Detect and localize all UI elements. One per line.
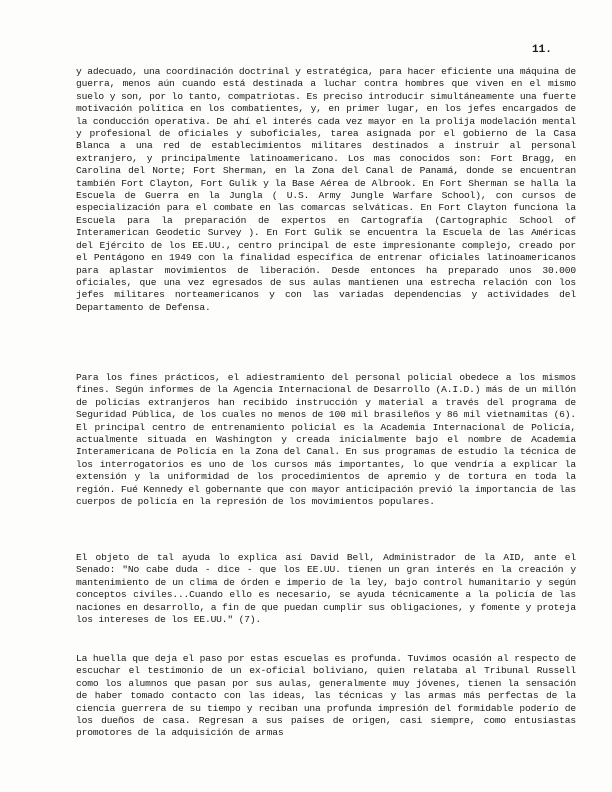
paragraph-3: El objeto de tal ayuda lo explica así David Bell, Administrador de la AID, ante el Senado: "No cabe duda - dice - que los EE.UU. tienen un gran interés en la creación y mantenimiento de un clima de órden e imperio de la ley, bajo control humanitario y según conceptos civiles...Cuando ello es necesario, se ayuda técnicamente a la policía de las naciones en desarrollo, a fin de que puedan cumplir sus obligaciones, y fomente y proteja los intereses de los EE.UU." (7).	[76, 552, 576, 626]
page-number: 11.	[532, 44, 552, 56]
paragraph-1: y adecuado, una coordinación doctrinal y estratégica, para hacer eficiente una máquina de guerra, menos aún cuando está destinada a luchar contra hombres que viven en el mismo suelo y son, por lo tanto, compatriotas. Es preciso introducir simultáneamente una fuerte motivación política en los combatientes, y, en primer lugar, en los jefes encargados de la conducción operativa. De ahí el interés cada vez mayor en la prolija modelación mental y profesional de oficiales y suboficiales, tarea asignada por el gobierno de la Casa Blanca a una red de establecimientos militares destinados a instruir al personal extranjero, y principalmente latinoamericano. Los mas conocidos son: Fort Bragg, en Carolina del Norte; Fort Sherman, en la Zona del Canal de Panamá, donde se encuentran también Fort Clayton, Fort Gulik y la Base Aérea de Albrook. En Fort Sherman se halla la Escuela de Guerra en la Jungla ( U.S. Army Jungle Warfare School), con cursos de especialización para el combate en las comarcas selváticas. En Fort Clayton funciona la Escuela para la preparación de expertos en Cartografía (Cartographic School of Interamerican Geodetic Survey ). En Fort Gulik se encuentra la Escuela de las Américas del Ejército de los EE.UU., centro principal de este impresionante complejo, creado por el Pentágono en 1949 con la finalidad específica de entrenar oficiales latinoamericanos para aplastar movimientos de liberación. Desde entonces ha preparado unos 30.000 oficiales, que una vez egresados de sus aulas mantienen una estrecha relación con los jefes militares norteamericanos y con las variadas dependencias y actividades del Departamento de Defensa.	[76, 66, 576, 313]
paragraph-2: Para los fines prácticos, el adiestramiento del personal policial obedece a los mismos fines. Según informes de la Agencia Internacional de Desarrollo (A.I.D.) más de un millón de policías extranjeros han recibido instrucción y material a través del programa de Seguridad Pública, de los cuales no menos de 100 mil brasileños y 86 mil vietnamitas (6). El principal centro de entrenamiento policial es la Academia Internacional de Policía, actualmente situada en Washington y creada inicialmente bajo el nombre de Academia Interamericana de Policía en la Zona del Canal. En sus programas de estudio la técnica de los interrogatorios es uno de los cursos más importantes, lo que vendría a explicar la extensión y la uniformidad de los procedimientos de apremio y de tortura en toda la región. Fué Kennedy el gobernante que con mayor anticipación previó la importancia de las cuerpos de policía en la represión de los movimientos populares.	[76, 372, 576, 508]
paragraph-4: La huella que deja el paso por estas escuelas es profunda. Tuvimos ocasión al respecto de escuchar el testimonio de un ex-oficial boliviano, quien relataba al Tribunal Russell como los alumnos que pasan por sus aulas, generalmente muy jóvenes, tienen la sensación de haber tomado contacto con las ideas, las técnicas y las armas más perfectas de la ciencia guerrera de su tiempo y reciban una profunda impresión del formidable poderío de los dueños de casa. Regresan a sus países de origen, casi siempre, como entusiastas promotores de la adquisición de armas	[76, 653, 576, 739]
